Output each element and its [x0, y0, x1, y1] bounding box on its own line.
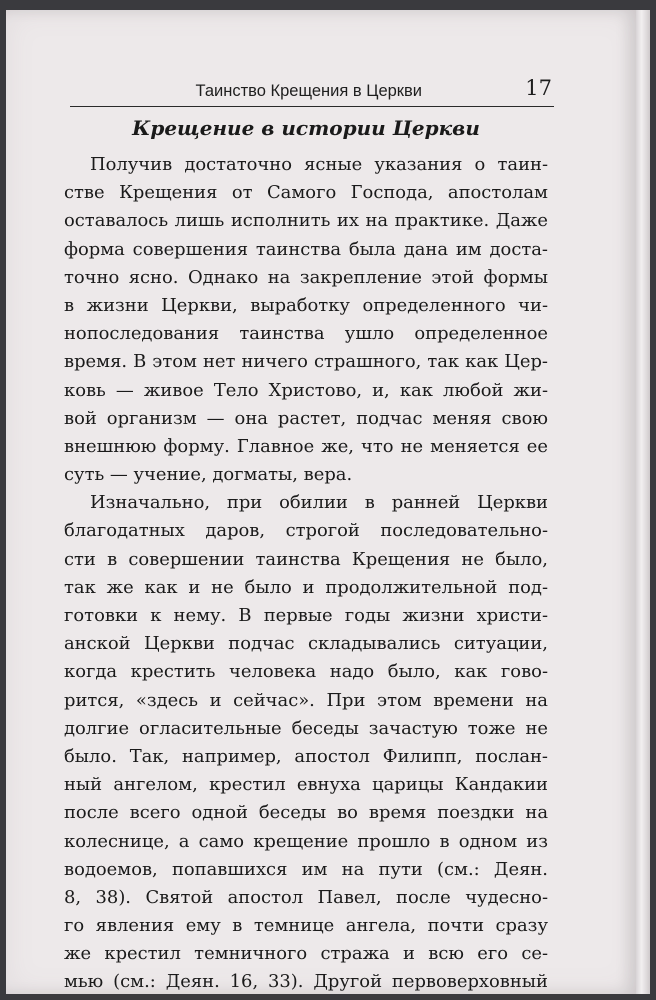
text-line: 8, 38). Святой апостол Павел, после чудесно- [64, 886, 548, 908]
page-edge [636, 10, 650, 994]
text-line: стве Крещения от Самого Господа, апостолам [64, 182, 548, 204]
text-line: когда крестить человека надо было, как гово- [64, 661, 548, 683]
text-line: в жизни Церкви, выработку определенного чи- [64, 294, 548, 316]
text-line: суть — учение, догматы, вера. [64, 464, 353, 486]
page-number: 17 [525, 76, 552, 100]
text-line: готовки к нему. В первые годы жизни христи- [64, 605, 548, 626]
text-line: так же как и не было и продолжительной под- [64, 576, 548, 598]
text-line: вой организм — она растет, подчас меняя свою [64, 407, 548, 429]
text-line: рится, «здесь и сейчас». При этом времени на [64, 689, 548, 711]
text-line: после всего одной беседы во время поездки на [64, 802, 548, 824]
text-line: анской Церкви подчас складывались ситуации, [64, 633, 548, 655]
text-line: Получив достаточно ясные указания о таин- [90, 154, 548, 175]
section-title: Крещение в истории Церкви [132, 116, 480, 140]
text-line: водоемов, попавшихся им на пути (см.: Деян. [64, 858, 548, 880]
text-line: оставалось лишь исполнить их на практике. Даже [64, 210, 548, 232]
text-line: форма совершения таинства была дана им доста- [64, 238, 548, 260]
text-line: было. Так, например, апостол Филипп, послан- [64, 745, 548, 767]
text-line: точно ясно. Однако на закрепление этой формы [64, 266, 548, 288]
text-line: благодатных даров, строгой последовательно- [64, 520, 548, 542]
text-line: долгие огласительные беседы зачастую тоже не [64, 717, 548, 739]
text-line: внешнюю форму. Главное же, что не меняется ее [64, 435, 548, 457]
text-line: нопоследования таинства ушло определенное [64, 323, 548, 345]
text-line: сти в совершении таинства Крещения не было, [64, 548, 548, 570]
text-line: мью (см.: Деян. 16, 33). Другой первоверховный [64, 971, 548, 993]
text-line: ный ангелом, крестил евнуха царицы Кандакии [64, 774, 548, 796]
page-header [70, 74, 554, 107]
text-line: ковь — живое Тело Христово, и, как любой жи- [64, 379, 548, 401]
text-line: колеснице, а само крещение прошло в одном из [64, 830, 548, 852]
text-line: время. В этом нет ничего страшного, так как Цер- [64, 351, 548, 373]
text-line: го явления ему в темнице ангела, почти сразу [64, 915, 548, 937]
running-title: Таинство Крещения в Церкви [195, 82, 422, 100]
body-text [64, 151, 548, 997]
text-line: Изначально, при обилии в ранней Церкви [90, 492, 548, 514]
text-line: же крестил темничного стража и всю его се- [64, 943, 548, 965]
